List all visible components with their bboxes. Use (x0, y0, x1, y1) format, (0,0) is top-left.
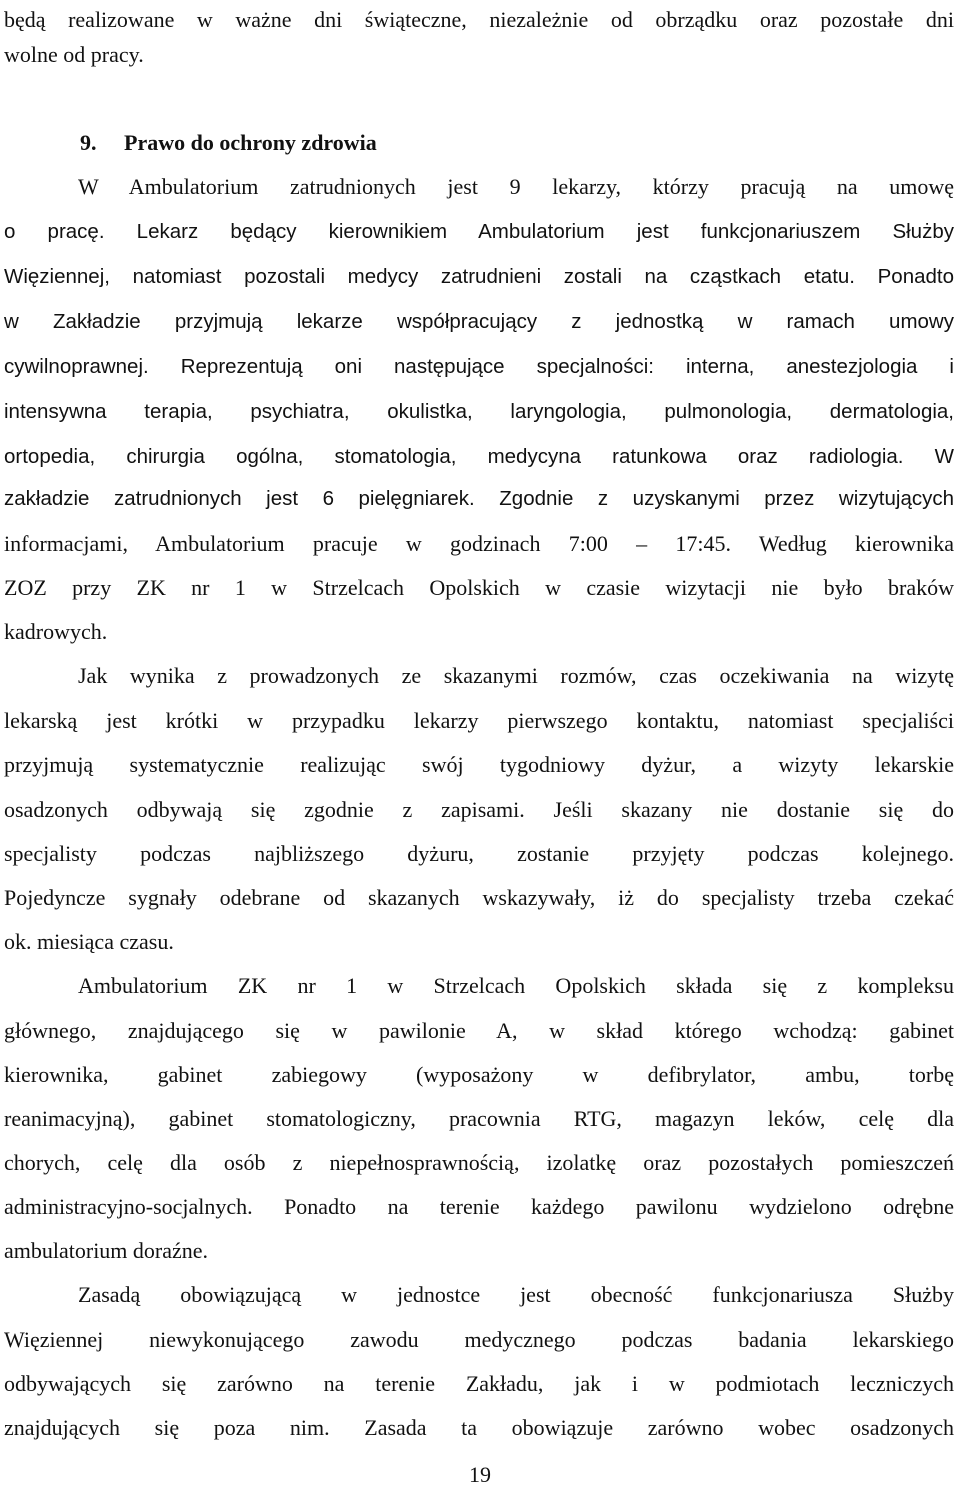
text-line: Zasadą obowiązującą w jednostce jest obecność funkcjonariusza Służby (78, 1282, 954, 1307)
text-line: kadrowych. (4, 619, 108, 644)
text-line: lekarską jest krótki w przypadku lekarzy pierwszego kontaktu, natomiast specjaliści (4, 708, 954, 733)
text-line: o pracę. Lekarz będący kierownikiem Ambulatorium jest funkcjonariuszem Służby (4, 220, 954, 243)
text-line: w Zakładzie przyjmują lekarze współpracujący z jednostką w ramach umowy (4, 310, 954, 333)
text-line: cywilnoprawnej. Reprezentują oni następujące specjalności: interna, anestezjologia i (4, 355, 954, 378)
text-line: odbywających się zarówno na terenie Zakładu, jak i w podmiotach leczniczych (4, 1371, 954, 1396)
text-line: znajdujących się poza nim. Zasada ta obowiązuje zarówno wobec osadzonych (4, 1415, 954, 1440)
text-line: intensywna terapia, psychiatra, okulistka, laryngologia, pulmonologia, dermatologia, (4, 400, 954, 423)
section-heading (80, 128, 377, 158)
text-line: specjalisty podczas najbliższego dyżuru, zostanie przyjęty podczas kolejnego. (4, 841, 954, 866)
text-line: kierownika, gabinet zabiegowy (wyposażony w defibrylator, ambu, torbę (4, 1062, 954, 1087)
text-line: głównego, znajdującego się w pawilonie A, w skład którego wchodzą: gabinet (4, 1018, 954, 1043)
text-line: osadzonych odbywają się zgodnie z zapisami. Jeśli skazany nie dostanie się do (4, 797, 954, 822)
text-line: informacjami, Ambulatorium pracuje w godzinach 7:00 – 17:45. Według kierownika (4, 531, 954, 556)
text-line: W Ambulatorium zatrudnionych jest 9 lekarzy, którzy pracują na umowę (78, 174, 954, 199)
text-line: Pojedyncze sygnały odebrane od skazanych wskazywały, iż do specjalisty trzeba czekać (4, 885, 954, 910)
section-title: Prawo do ochrony zdrowia (124, 130, 377, 155)
text-line: ambulatorium doraźne. (4, 1238, 209, 1263)
text-line: Więziennej, natomiast pozostali medycy zatrudnieni zostali na cząstkach etatu. Ponadto (4, 265, 954, 288)
text-line: chorych, celę dla osób z niepełnosprawnością, izolatkę oraz pozostałych pomieszczeń (4, 1150, 954, 1175)
text-line: zakładzie zatrudnionych jest 6 pielęgniarek. Zgodnie z uzyskanymi przez wizytujących (4, 487, 954, 510)
page-number: 19 (469, 1462, 491, 1487)
text-line: reanimacyjną), gabinet stomatologiczny, pracownia RTG, magazyn leków, celę dla (4, 1106, 954, 1131)
text-line: przyjmują systematycznie realizując swój tygodniowy dyżur, a wizyty lekarskie (4, 752, 954, 777)
text-line: ZOZ przy ZK nr 1 w Strzelcach Opolskich w czasie wizytacji nie było braków (4, 575, 954, 600)
text-line: wolne od pracy. (4, 42, 144, 67)
text-line: ok. miesiąca czasu. (4, 929, 174, 954)
text-line: administracyjno-socjalnych. Ponadto na terenie każdego pawilonu wydzielono odrębne (4, 1194, 954, 1219)
text-line: Jak wynika z prowadzonych ze skazanymi rozmów, czas oczekiwania na wizytę (78, 663, 954, 688)
section-number: 9. (80, 130, 97, 155)
text-line: ortopedia, chirurgia ogólna, stomatologia, medycyna ratunkowa oraz radiologia. W (4, 445, 954, 468)
text-line: Więziennej niewykonującego zawodu medycznego podczas badania lekarskiego (4, 1327, 954, 1352)
text-line: Ambulatorium ZK nr 1 w Strzelcach Opolskich składa się z kompleksu (78, 973, 954, 998)
text-line: będą realizowane w ważne dni świąteczne, niezależnie od obrządku oraz pozostałe dni (4, 7, 954, 32)
